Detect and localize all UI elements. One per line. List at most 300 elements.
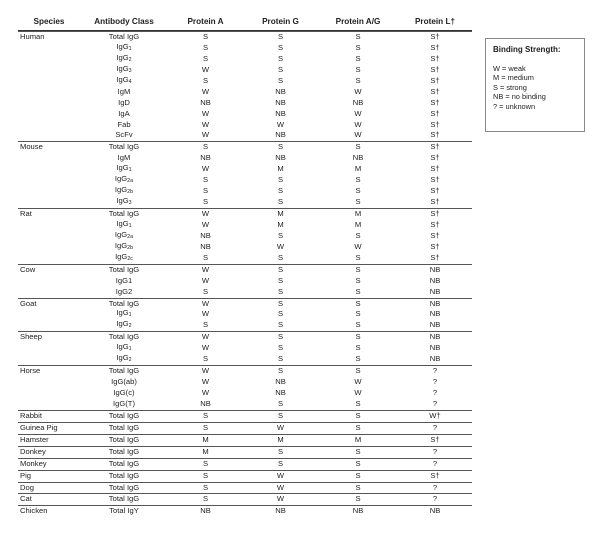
subclass-subscript: 4 — [128, 78, 132, 85]
protein-g-cell: S — [277, 230, 284, 240]
table-row — [18, 434, 472, 446]
antibody-class-text: Total IgG — [108, 366, 140, 376]
species-cell: Rat — [20, 209, 32, 218]
protein-a-cell: W — [201, 108, 210, 118]
antibody-class-cell — [80, 388, 168, 399]
species-cell: Guinea Pig — [20, 422, 58, 432]
table-row — [18, 98, 472, 109]
protein-ag-cell: W — [354, 108, 362, 118]
species-cell: Donkey — [20, 446, 46, 456]
antibody-class-cell — [80, 120, 168, 131]
antibody-class-text: IgG(T) — [113, 398, 135, 408]
protein-g-cell: W — [276, 482, 285, 492]
protein-g-cell: S — [277, 264, 284, 274]
protein-ag-cell: S — [355, 142, 361, 152]
protein-a-cell: W — [201, 86, 210, 96]
protein-g-cell: W — [276, 494, 285, 504]
subclass-subscript: 3 — [128, 200, 132, 207]
protein-g-cell: NB — [275, 97, 286, 107]
antibody-class-text: IgG — [116, 308, 129, 318]
species-cell: Chicken — [20, 506, 48, 516]
protein-l-cell: ? — [432, 366, 438, 376]
protein-ag-cell: M — [354, 164, 362, 174]
protein-ag-cell: M — [354, 434, 362, 444]
protein-l-cell: NB — [429, 506, 441, 516]
protein-ag-cell: S — [355, 320, 361, 330]
protein-g-cell: S — [277, 75, 284, 85]
protein-g-cell: NB — [275, 377, 286, 387]
protein-a-cell: S — [202, 494, 209, 504]
protein-ag-cell: S — [355, 53, 361, 63]
antibody-class-text: Total IgG — [108, 410, 140, 420]
protein-a-cell: M — [202, 446, 209, 456]
protein-a-cell: S — [202, 142, 209, 152]
antibody-class-text: IgG — [116, 163, 129, 173]
protein-l-cell: S† — [430, 119, 440, 129]
species-cell: Horse — [20, 366, 41, 376]
antibody-class-cell — [80, 471, 168, 482]
protein-a-cell: S — [202, 410, 209, 420]
protein-ag-cell: S — [355, 230, 361, 240]
protein-l-cell: S† — [430, 97, 440, 107]
protein-g-cell: M — [277, 209, 284, 218]
antibody-class-cell — [80, 377, 168, 388]
protein-l-cell: S† — [430, 186, 440, 196]
antibody-class-text: Total IgG — [108, 332, 140, 342]
protein-a-cell: W — [201, 366, 210, 376]
protein-a-cell: W — [201, 388, 210, 397]
protein-ag-cell: W — [354, 130, 362, 140]
table-row — [18, 505, 472, 517]
protein-ag-cell: S — [355, 197, 361, 207]
protein-ag-cell: S — [355, 494, 361, 504]
antibody-class-text: Total IgG — [108, 422, 140, 432]
antibody-class-text: IgG — [115, 251, 128, 261]
antibody-class-text: Total IgG — [108, 434, 140, 444]
antibody-class-cell — [80, 109, 168, 120]
protein-g-cell: NB — [275, 86, 286, 96]
protein-ag-cell: W — [354, 241, 362, 251]
antibody-class-cell — [80, 196, 168, 209]
antibody-class-cell — [80, 435, 168, 446]
protein-a-cell: S — [202, 75, 209, 85]
protein-ag-cell: S — [355, 252, 361, 262]
protein-g-cell: W — [276, 422, 285, 432]
protein-g-cell: W — [276, 470, 285, 480]
protein-a-cell: W — [201, 130, 210, 140]
protein-g-cell: NB — [275, 130, 286, 140]
protein-g-cell: NB — [275, 506, 286, 516]
protein-l-cell: S† — [430, 230, 440, 240]
protein-l-cell: S† — [430, 153, 440, 163]
protein-a-cell: S — [202, 53, 209, 63]
protein-ag-cell: S — [355, 275, 361, 285]
antibody-class-text: Total IgG — [108, 209, 140, 218]
header-protein-a: Protein A — [187, 16, 224, 26]
protein-ag-cell: S — [355, 75, 361, 85]
protein-a-cell: S — [202, 458, 209, 468]
antibody-class-text: Fab — [117, 119, 131, 129]
legend-item: ? = unknown — [493, 101, 536, 111]
protein-l-cell: NB — [429, 275, 441, 285]
protein-l-cell: S† — [430, 175, 440, 185]
antibody-class-cell — [80, 276, 168, 287]
table-row — [18, 422, 472, 434]
legend-item: S = strong — [493, 82, 527, 92]
protein-g-cell: S — [277, 366, 284, 376]
table-row — [18, 87, 472, 98]
antibody-class-cell — [80, 423, 168, 434]
protein-ag-cell: NB — [352, 97, 364, 107]
antibody-class-cell — [80, 353, 168, 366]
antibody-class-text: IgG — [114, 229, 128, 239]
subclass-subscript: 2 — [128, 357, 132, 364]
table-row — [18, 253, 472, 264]
protein-a-cell: NB — [200, 506, 211, 516]
legend-title: Binding Strength: — [493, 45, 561, 54]
protein-ag-cell: S — [355, 470, 361, 480]
protein-l-cell: S† — [430, 142, 440, 152]
binding-strength-legend — [485, 38, 585, 132]
antibody-class-text: ScFv — [115, 130, 133, 140]
protein-ag-cell: S — [355, 422, 361, 432]
protein-l-cell: NB — [429, 298, 441, 308]
protein-l-cell: S† — [430, 434, 440, 444]
table-header — [18, 12, 472, 31]
antibody-class-text: IgG — [116, 52, 129, 62]
species-cell: Goat — [20, 298, 37, 308]
protein-g-cell: S — [277, 175, 284, 185]
table-row — [18, 493, 472, 505]
protein-a-cell: S — [202, 252, 209, 262]
header-antibody-class: Antibody Class — [94, 16, 154, 26]
protein-a-cell: W — [201, 119, 210, 129]
protein-g-cell: NB — [275, 108, 286, 118]
protein-l-cell: S† — [430, 197, 440, 207]
protein-g-cell: M — [277, 164, 284, 174]
protein-a-cell: S — [202, 470, 209, 480]
antibody-class-cell — [80, 506, 168, 517]
antibody-class-cell — [80, 130, 168, 141]
protein-l-cell: S† — [430, 252, 440, 262]
subclass-subscript: 1 — [128, 222, 132, 229]
protein-ag-cell: S — [355, 410, 361, 420]
table-row — [18, 354, 472, 365]
protein-l-cell: S† — [430, 241, 440, 251]
species-cell: Cat — [20, 494, 32, 504]
antibody-class-text: IgG — [116, 218, 129, 228]
protein-l-cell: S† — [430, 64, 440, 74]
header-protein-l: Protein L† — [414, 16, 456, 26]
protein-g-cell: S — [277, 343, 284, 353]
protein-g-cell: S — [277, 142, 284, 152]
protein-a-cell: S — [202, 482, 209, 492]
protein-a-cell: S — [202, 197, 209, 207]
protein-ag-cell: M — [354, 209, 362, 218]
protein-ag-cell: S — [355, 64, 361, 74]
protein-g-cell: S — [277, 320, 284, 330]
antibody-class-text: IgD — [118, 97, 130, 107]
protein-g-cell: S — [277, 458, 284, 468]
antibody-class-cell — [80, 87, 168, 98]
protein-l-cell: S† — [430, 32, 440, 41]
antibody-class-text: Total IgG — [108, 264, 140, 274]
protein-a-cell: W — [201, 64, 210, 74]
antibody-class-cell — [80, 98, 168, 109]
antibody-class-text: Total IgG — [108, 482, 140, 492]
antibody-class-text: IgM — [117, 86, 131, 96]
protein-l-cell: NB — [429, 332, 441, 342]
antibody-class-text: Total IgG — [108, 458, 140, 468]
protein-ag-cell: S — [355, 343, 361, 353]
subclass-subscript: 2c — [127, 255, 133, 262]
protein-a-cell: S — [202, 42, 209, 52]
protein-g-cell: S — [277, 354, 284, 364]
table-row — [18, 130, 472, 141]
protein-a-cell: NB — [200, 241, 211, 251]
protein-l-cell: ? — [432, 398, 438, 408]
protein-ag-cell: S — [355, 298, 361, 308]
subclass-subscript: 2 — [128, 323, 132, 330]
antibody-class-text: Total IgG — [108, 32, 140, 41]
table-row — [18, 399, 472, 410]
protein-ag-cell: S — [355, 482, 361, 492]
protein-ag-cell: S — [355, 332, 361, 342]
protein-a-cell: W — [201, 264, 210, 274]
protein-g-cell: S — [277, 398, 284, 408]
protein-l-cell: ? — [432, 422, 438, 432]
protein-ag-cell: S — [355, 286, 361, 296]
protein-l-cell: S† — [430, 86, 440, 96]
protein-l-cell: S† — [430, 219, 440, 229]
species-cell: Pig — [20, 470, 31, 480]
subclass-subscript: 1 — [128, 167, 132, 174]
protein-a-cell: S — [202, 320, 209, 330]
protein-ag-cell: W — [354, 388, 362, 397]
legend-item: W = weak — [493, 63, 526, 73]
protein-l-cell: NB — [429, 343, 441, 353]
binding-table — [18, 12, 472, 517]
table-row — [18, 446, 472, 458]
table-row — [18, 109, 472, 120]
protein-g-cell: S — [277, 298, 284, 308]
table-row — [18, 287, 472, 298]
protein-a-cell: W — [201, 209, 210, 218]
subclass-subscript: 2a — [127, 233, 134, 240]
protein-g-cell: W — [276, 119, 285, 129]
protein-ag-cell: S — [355, 175, 361, 185]
table-row — [18, 76, 472, 87]
antibody-class-cell — [80, 459, 168, 470]
protein-ag-cell: S — [355, 42, 361, 52]
antibody-class-text: IgG — [114, 174, 128, 184]
table-row — [18, 470, 472, 482]
protein-l-cell: NB — [429, 309, 441, 319]
protein-a-cell: W — [201, 219, 210, 229]
protein-l-cell: S† — [430, 75, 440, 85]
antibody-class-text: IgG(c) — [113, 388, 135, 397]
protein-l-cell: S† — [430, 53, 440, 63]
antibody-class-text: IgG1 — [115, 275, 133, 285]
protein-ag-cell: S — [355, 446, 361, 456]
antibody-class-cell — [80, 252, 168, 265]
protein-l-cell: ? — [432, 377, 438, 387]
protein-ag-cell: S — [355, 32, 361, 41]
species-cell: Dog — [20, 482, 34, 492]
header-protein-g: Protein G — [262, 16, 299, 26]
antibody-class-cell — [80, 399, 168, 410]
protein-ag-cell: S — [355, 458, 361, 468]
antibody-class-text: IgG — [116, 353, 129, 363]
antibody-class-text: Total IgG — [108, 298, 140, 308]
protein-a-cell: W — [201, 164, 210, 174]
table-row — [18, 320, 472, 331]
protein-ag-cell: S — [355, 186, 361, 196]
protein-a-cell: S — [202, 175, 209, 185]
protein-ag-cell: S — [355, 366, 361, 376]
protein-g-cell: S — [277, 332, 284, 342]
antibody-class-cell — [80, 366, 168, 377]
antibody-class-text: IgG — [116, 63, 129, 73]
protein-a-cell: NB — [200, 97, 211, 107]
protein-l-cell: ? — [432, 482, 438, 492]
antibody-class-text: Total IgG — [108, 494, 140, 504]
protein-a-cell: S — [202, 354, 209, 364]
protein-a-cell: W — [201, 377, 210, 387]
protein-ag-cell: NB — [352, 506, 364, 516]
protein-l-cell: S† — [430, 108, 440, 118]
protein-g-cell: S — [277, 286, 284, 296]
protein-l-cell: ? — [432, 494, 438, 504]
table-row — [18, 410, 472, 422]
antibody-class-text: IgG — [114, 185, 128, 195]
table-row — [18, 264, 472, 276]
species-cell: Hamster — [20, 434, 49, 444]
protein-ag-cell: S — [355, 398, 361, 408]
protein-ag-cell: S — [355, 354, 361, 364]
subclass-subscript: 1 — [128, 45, 132, 52]
antibody-class-text: IgA — [118, 108, 130, 118]
protein-l-cell: NB — [429, 354, 441, 364]
header-protein-ag: Protein A/G — [335, 16, 381, 26]
species-cell: Mouse — [20, 142, 43, 152]
antibody-class-text: IgG2 — [115, 286, 133, 296]
subclass-subscript: 2 — [128, 56, 132, 63]
protein-a-cell: S — [202, 186, 209, 196]
table-row — [18, 141, 472, 153]
protein-g-cell: S — [277, 446, 284, 456]
table-row — [18, 365, 472, 377]
protein-l-cell: S† — [430, 470, 440, 480]
species-cell: Monkey — [20, 458, 47, 468]
protein-ag-cell: W — [354, 377, 362, 387]
antibody-class-text: IgG — [116, 196, 129, 206]
species-cell: Human — [20, 32, 45, 41]
protein-l-cell: S† — [430, 164, 440, 174]
legend-item: M = medium — [493, 73, 534, 83]
protein-l-cell: W† — [429, 410, 441, 420]
protein-g-cell: S — [277, 252, 284, 262]
subclass-subscript: 3 — [128, 67, 132, 74]
protein-g-cell: M — [277, 219, 284, 229]
species-cell: Rabbit — [20, 410, 42, 420]
protein-g-cell: NB — [275, 153, 286, 163]
subclass-subscript: 1 — [128, 346, 132, 353]
table-row — [18, 388, 472, 399]
protein-a-cell: NB — [200, 398, 211, 408]
protein-ag-cell: M — [354, 219, 362, 229]
protein-a-cell: W — [201, 298, 210, 308]
antibody-class-text: Total IgG — [108, 142, 140, 152]
protein-g-cell: W — [276, 241, 285, 251]
antibody-class-cell — [80, 483, 168, 494]
protein-g-cell: S — [277, 64, 284, 74]
table-row — [18, 458, 472, 470]
protein-a-cell: NB — [200, 230, 211, 240]
header-species: Species — [33, 16, 65, 26]
protein-a-cell: NB — [200, 153, 211, 163]
antibody-class-cell — [80, 265, 168, 276]
table-row — [18, 197, 472, 208]
antibody-class-text: IgG — [116, 41, 129, 51]
subclass-subscript: 1 — [128, 312, 132, 319]
antibody-class-text: IgG — [116, 342, 129, 352]
table-row — [18, 120, 472, 131]
protein-a-cell: W — [201, 275, 210, 285]
protein-ag-cell: NB — [352, 153, 364, 163]
protein-g-cell: S — [277, 275, 284, 285]
species-cell: Cow — [20, 264, 36, 274]
table-row — [18, 377, 472, 388]
protein-a-cell: W — [201, 309, 210, 319]
antibody-class-cell — [80, 287, 168, 298]
protein-a-cell: W — [201, 332, 210, 342]
protein-l-cell: S† — [430, 209, 440, 218]
protein-l-cell: S† — [430, 130, 440, 140]
protein-l-cell: NB — [429, 320, 441, 330]
protein-ag-cell: S — [355, 264, 361, 274]
protein-l-cell: ? — [432, 388, 438, 397]
protein-g-cell: S — [277, 32, 284, 41]
table-row — [18, 482, 472, 494]
protein-a-cell: W — [201, 343, 210, 353]
antibody-class-cell — [80, 411, 168, 422]
protein-g-cell: M — [277, 434, 284, 444]
subclass-subscript: 2b — [127, 189, 134, 196]
protein-l-cell: S† — [430, 42, 440, 52]
protein-a-cell: S — [202, 32, 209, 41]
protein-g-cell: S — [277, 42, 284, 52]
subclass-subscript: 2b — [127, 244, 134, 251]
protein-g-cell: S — [277, 53, 284, 63]
protein-l-cell: ? — [432, 446, 438, 456]
antibody-class-text: IgM — [117, 153, 131, 163]
protein-a-cell: M — [202, 434, 209, 444]
antibody-class-text: IgG(ab) — [111, 377, 137, 387]
protein-g-cell: S — [277, 197, 284, 207]
table-row — [18, 276, 472, 287]
legend-item: NB = no binding — [493, 92, 546, 102]
protein-g-cell: S — [277, 186, 284, 196]
protein-ag-cell: W — [354, 119, 362, 129]
protein-ag-cell: W — [354, 86, 362, 96]
antibody-class-cell — [80, 494, 168, 505]
protein-g-cell: S — [277, 410, 284, 420]
protein-g-cell: S — [277, 309, 284, 319]
antibody-class-text: Total IgG — [108, 446, 140, 456]
protein-a-cell: S — [202, 422, 209, 432]
protein-a-cell: S — [202, 286, 209, 296]
